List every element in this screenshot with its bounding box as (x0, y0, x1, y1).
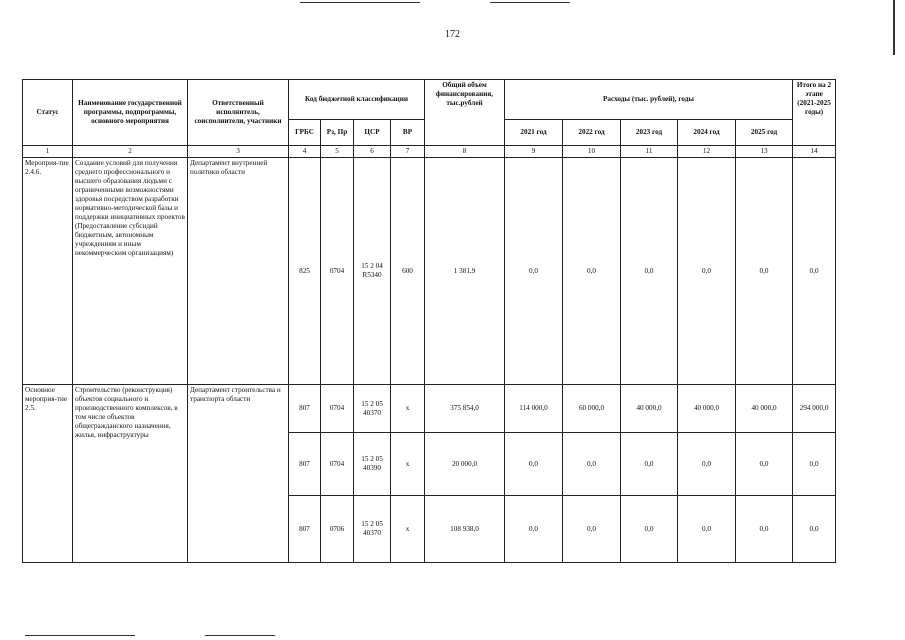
scan-artifact-top-left (300, 2, 420, 3)
year-2021-cell: 0,0 (505, 158, 563, 385)
scan-artifact-bottom-left (25, 635, 135, 636)
column-number: 2 (73, 146, 188, 158)
header-total: Общий объем финансирования, тыс.рублей (425, 80, 505, 146)
year-2023-cell: 0,0 (621, 496, 678, 563)
status-cell: Основное мероприя-тие 2.5. (23, 385, 73, 563)
csr-cell: 15 2 05 40370 (354, 496, 391, 563)
column-number: 14 (793, 146, 836, 158)
page-number: 172 (445, 29, 460, 40)
header-grbs: ГРБС (289, 120, 321, 146)
grbs-cell: 807 (289, 385, 321, 433)
column-number: 11 (621, 146, 678, 158)
column-number: 13 (736, 146, 793, 158)
header-name: Наименование государственной программы, подпрограммы, основного мероприятия (73, 80, 188, 146)
year-2022-cell: 0,0 (563, 496, 621, 563)
year-2022-cell: 60 000,0 (563, 385, 621, 433)
csr-cell: 15 2 05 40390 (354, 433, 391, 496)
header-status: Статус (23, 80, 73, 146)
column-number: 9 (505, 146, 563, 158)
scan-artifact-bottom-mid (205, 635, 275, 636)
grbs-cell: 825 (289, 158, 321, 385)
column-number: 10 (563, 146, 621, 158)
year-2023-cell: 0,0 (621, 433, 678, 496)
grbs-cell: 807 (289, 496, 321, 563)
csr-cell: 15 2 05 40370 (354, 385, 391, 433)
header-expenses: Расходы (тыс. рублей), годы (505, 80, 793, 120)
year-2023-cell: 0,0 (621, 158, 678, 385)
vr-cell: х (391, 496, 425, 563)
vr-cell: 600 (391, 158, 425, 385)
grbs-cell: 807 (289, 433, 321, 496)
year-2024-cell: 40 000,0 (678, 385, 736, 433)
column-number: 1 (23, 146, 73, 158)
column-number: 8 (425, 146, 505, 158)
year-2023-cell: 40 000,0 (621, 385, 678, 433)
rzpr-cell: 0704 (321, 433, 354, 496)
activity-name-cell: Создание условий для получения среднего профессионального и высшего образования людьми с ограниченными возможностями здоровья посредством разработки нормативно-методической базы и поддержки инициативных проектов (Предоставление субсидий бюджетным, автономным учреждениям и иным некоммерческим организациям) (73, 158, 188, 385)
rzpr-cell: 0706 (321, 496, 354, 563)
header-responsible: Ответственный исполнитель, соисполнители, участники (188, 80, 289, 146)
header-csr: ЦСР (354, 120, 391, 146)
header-year-2023: 2023 год (621, 120, 678, 146)
header-year-2021: 2021 год (505, 120, 563, 146)
rzpr-cell: 0704 (321, 158, 354, 385)
total-cell: 375 854,0 (425, 385, 505, 433)
year-2022-cell: 0,0 (563, 433, 621, 496)
budget-table (22, 79, 836, 563)
year-2022-cell: 0,0 (563, 158, 621, 385)
vr-cell: х (391, 433, 425, 496)
year-2025-cell: 0,0 (736, 433, 793, 496)
table-row (23, 158, 836, 385)
header-stage-total: Итого на 2 этапе (2021-2025 годы) (793, 80, 836, 146)
table-row (23, 385, 836, 433)
rzpr-cell: 0704 (321, 385, 354, 433)
column-number: 3 (188, 146, 289, 158)
responsible-cell: Департамент внутренней политики области (188, 158, 289, 385)
column-number: 6 (354, 146, 391, 158)
total-cell: 1 381,9 (425, 158, 505, 385)
stage-total-cell: 0,0 (793, 158, 836, 385)
total-cell: 108 938,0 (425, 496, 505, 563)
year-2024-cell: 0,0 (678, 158, 736, 385)
header-year-2022: 2022 год (563, 120, 621, 146)
year-2021-cell: 114 000,0 (505, 385, 563, 433)
header-vr: ВР (391, 120, 425, 146)
year-2021-cell: 0,0 (505, 433, 563, 496)
year-2025-cell: 0,0 (736, 158, 793, 385)
year-2025-cell: 40 000,0 (736, 385, 793, 433)
year-2024-cell: 0,0 (678, 496, 736, 563)
stage-total-cell: 0,0 (793, 433, 836, 496)
column-number: 4 (289, 146, 321, 158)
scan-artifact-top-right (490, 2, 570, 3)
year-2025-cell: 0,0 (736, 496, 793, 563)
total-cell: 20 000,0 (425, 433, 505, 496)
column-number: 7 (391, 146, 425, 158)
vr-cell: х (391, 385, 425, 433)
header-year-2025: 2025 год (736, 120, 793, 146)
header-budget-code: Код бюджетной классификации (289, 80, 425, 120)
column-number: 5 (321, 146, 354, 158)
year-2024-cell: 0,0 (678, 433, 736, 496)
column-numbers-row (23, 146, 836, 158)
responsible-cell: Департамент строительства и транспорта области (188, 385, 289, 563)
year-2021-cell: 0,0 (505, 496, 563, 563)
column-number: 12 (678, 146, 736, 158)
scan-artifact-right-edge (893, 0, 895, 55)
stage-total-cell: 0,0 (793, 496, 836, 563)
header-year-2024: 2024 год (678, 120, 736, 146)
header-rzpr: Рз, Пр (321, 120, 354, 146)
status-cell: Мероприя-тие 2.4.6. (23, 158, 73, 385)
stage-total-cell: 294 000,0 (793, 385, 836, 433)
activity-name-cell: Строительство (реконструкция) объектов социального и производственного комплексов, в том числе объектов общегражданского назначения, жилья, инфраструктуры (73, 385, 188, 563)
csr-cell: 15 2 04 R5340 (354, 158, 391, 385)
